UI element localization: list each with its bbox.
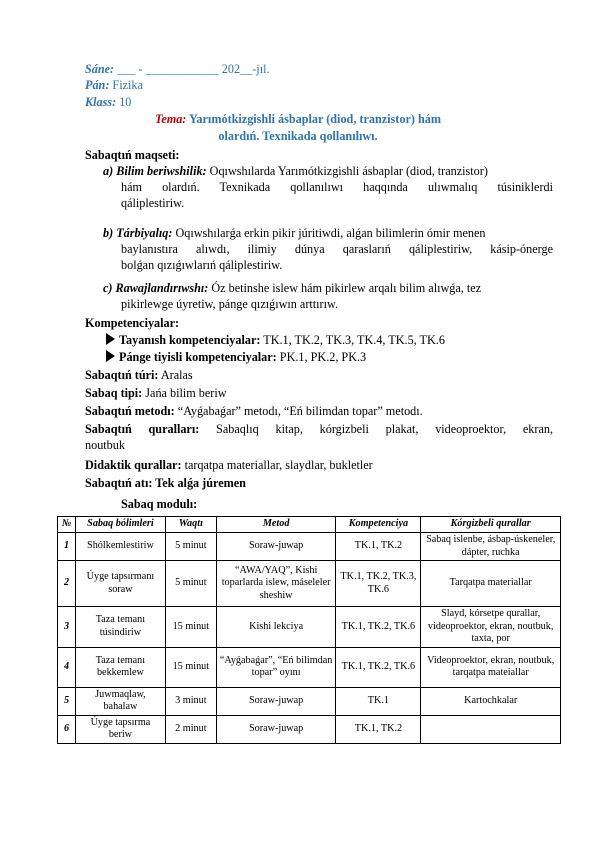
table-cell: TK.1, TK.2 — [336, 715, 421, 743]
goal-c-line-2: pikirlewge úyretiw, pánge qızıǵıwın arttırıw. — [121, 297, 339, 311]
table-cell: 15 minut — [165, 647, 216, 687]
table-cell: Sabaq islenbe, ásbap-úskeneler, dápter, ruchka — [421, 533, 561, 561]
arrow-right-icon — [106, 350, 115, 362]
goal-a-line-2: hám olardıń. Texnikada qollanılıwı haqqında ulıwmalıq túsiniklerdi — [121, 180, 553, 194]
didactic-tools-label: Didaktik qurallar: — [85, 458, 182, 472]
lesson-method-value: “Ayǵabaǵar” metodı, “Eń bilimdan topar” metodı. — [174, 404, 423, 418]
lesson-name-value: Tek alǵa júremen — [152, 476, 246, 490]
goals-title: Sabaqtıń maqseti: — [85, 148, 180, 162]
subject-competencies-label: Pánge tiyisli kompetenciyalar: — [119, 350, 277, 364]
lesson-type-label: Sabaqtıń túri: — [85, 368, 159, 382]
table-cell: Tarqatpa materiallar — [421, 561, 561, 607]
basic-competencies — [106, 333, 445, 348]
lesson-type — [85, 368, 193, 383]
table-cell: “AWA/YAQ”, Kishi toparlarda islew, máseleler sheshiw — [216, 561, 336, 607]
table-cell: Slayd, kórsetpe qurallar, videoproektor, ekran, noutbuk, taxta, por — [421, 607, 561, 648]
table-cell: 3 — [58, 607, 76, 648]
goal-c-cont — [121, 297, 553, 313]
table-header: Kompetenciya — [336, 517, 421, 533]
goal-c-line-1: Óz betinshe islew hám pikirlew arqalı bilim alıwǵa, tez — [208, 281, 482, 295]
topic-text-1: Yarımótkizgishli ásbaplar (diod, tranzistor) hám — [188, 112, 441, 126]
table-cell: TK.1, TK.2 — [336, 533, 421, 561]
table-cell: Taza temanı túsindiriw — [75, 607, 165, 648]
subject-value: Fizika — [112, 78, 143, 92]
table-cell: Juwmaqlaw, bahalaw — [75, 687, 165, 715]
table-cell: Kishi lekciya — [216, 607, 336, 648]
lesson-method — [85, 404, 423, 419]
lesson-method-label: Sabaqtıń metodı: — [85, 404, 175, 418]
table-cell: TK.1, TK.2, TK.6 — [336, 607, 421, 648]
goal-a-line-1: Oqıwshılarda Yarımótkizgishli ásbaplar (diod, tranzistor) — [206, 164, 488, 178]
topic-label: Tema: — [155, 112, 187, 126]
table-row — [58, 687, 561, 715]
class-label: Klass: — [85, 95, 117, 109]
lesson-tools — [85, 422, 553, 453]
competencies-title: Kompetenciyalar: — [85, 316, 180, 330]
table-cell: Kartochkalar — [421, 687, 561, 715]
topic-line-2 — [0, 129, 596, 144]
goal-a-cont — [121, 180, 553, 211]
lesson-kind — [85, 386, 227, 401]
goal-a — [103, 164, 553, 180]
table-cell: TK.1, TK.2, TK.6 — [336, 647, 421, 687]
basic-competencies-value: TK.1, TK.2, TK.3, TK.4, TK.5, TK.6 — [260, 333, 445, 347]
arrow-right-icon — [106, 333, 115, 345]
table-cell: Videoproektor, ekran, noutbuk, tarqatpa mateiallar — [421, 647, 561, 687]
table-row — [58, 647, 561, 687]
lesson-type-value: Aralas — [158, 368, 193, 382]
table-cell: Úyge tapsırma beriw — [75, 715, 165, 743]
table-cell: “Ayǵabaǵar”, “Eń bilimdan topar” oyını — [216, 647, 336, 687]
table-cell: 5 minut — [165, 561, 216, 607]
table-row — [58, 607, 561, 648]
subject-line — [85, 78, 143, 93]
lesson-module-label: Sabaq modulı: — [121, 497, 198, 511]
lesson-tools-value: Sabaqlıq kitap, kórgizbeli plakat, videoproektor, ekran, — [199, 422, 553, 436]
table-cell: Soraw-juwap — [216, 687, 336, 715]
goal-c — [103, 281, 553, 297]
table-header: Kórgizbeli qurallar — [421, 517, 561, 533]
subject-competencies — [106, 350, 366, 365]
table-cell: 3 minut — [165, 687, 216, 715]
table-cell: TK.1, TK.2, TK.3, TK.6 — [336, 561, 421, 607]
subject-competencies-value: PK.1, PK.2, PK.3 — [276, 350, 367, 364]
table-cell: 5 — [58, 687, 76, 715]
table-row — [58, 715, 561, 743]
table-header: Sabaq bólimleri — [75, 517, 165, 533]
table-header: № — [58, 517, 76, 533]
date-line — [85, 62, 270, 77]
class-value: 10 — [119, 95, 132, 109]
table-cell: Taza temanı bekkemlew — [75, 647, 165, 687]
table-cell: 2 minut — [165, 715, 216, 743]
goal-b-cont — [121, 242, 553, 273]
goal-a-label: a) Bilim beriwshilik: — [103, 164, 207, 178]
goal-c-label: c) Rawajlandırıwshı: — [103, 281, 209, 295]
class-line — [85, 95, 131, 110]
subject-label: Pán: — [85, 78, 110, 92]
basic-competencies-label: Tayanısh kompetenciyalar: — [119, 333, 261, 347]
table-cell: Soraw-juwap — [216, 715, 336, 743]
date-value: ___ - ____________ 202__-jıl. — [117, 62, 270, 76]
table-header-row — [58, 517, 561, 533]
table-cell: 4 — [58, 647, 76, 687]
goal-b-line-1: Oqıwshılarǵa erkin pikir júritiwdi, alǵan bilimlerin ómir menen — [172, 226, 486, 240]
lesson-tools-line-2: noutbuk — [85, 437, 125, 452]
goal-b-line-2: baylanıstıra alıwdı, ilimiy dúnya qaraslarıń qáliplestiriw, kásip-ónerge — [121, 242, 553, 256]
lesson-module-table — [57, 516, 561, 744]
table-cell: TK.1 — [336, 687, 421, 715]
table-cell: 1 — [58, 533, 76, 561]
table-cell: Soraw-juwap — [216, 533, 336, 561]
topic-text-2: olardıń. Texnikada qollanılıwı. — [218, 129, 378, 143]
table-cell: 6 — [58, 715, 76, 743]
table-row — [58, 561, 561, 607]
lesson-tools-label: Sabaqtıń quralları: — [85, 422, 200, 436]
goal-b-label: b) Tárbiyalıq: — [103, 226, 173, 240]
didactic-tools — [85, 458, 373, 473]
table-cell: 15 minut — [165, 607, 216, 648]
table-cell: 5 minut — [165, 533, 216, 561]
table-header: Waqtı — [165, 517, 216, 533]
lesson-kind-value: Jańa bilim beriw — [142, 386, 227, 400]
table-header: Metod — [216, 517, 336, 533]
didactic-tools-value: tarqatpa materiallar, slaydlar, bukletler — [181, 458, 373, 472]
lesson-name-label: Sabaqtıń atı: — [85, 476, 153, 490]
topic-line-1 — [0, 112, 596, 127]
table-cell: 2 — [58, 561, 76, 607]
table-cell: Úyge tapsırmanı soraw — [75, 561, 165, 607]
table-row — [58, 533, 561, 561]
lesson-name — [85, 476, 246, 491]
goal-a-line-3: qáliplestiriw. — [121, 195, 185, 210]
goal-b-line-3: bolǵan qızıǵıwlarıń qáliplestiriw. — [121, 257, 283, 272]
date-label: Sáne: — [85, 62, 115, 76]
table-cell: Shólkemlestiriw — [75, 533, 165, 561]
lesson-kind-label: Sabaq tipi: — [85, 386, 143, 400]
table-cell — [421, 715, 561, 743]
goal-b — [103, 226, 553, 242]
